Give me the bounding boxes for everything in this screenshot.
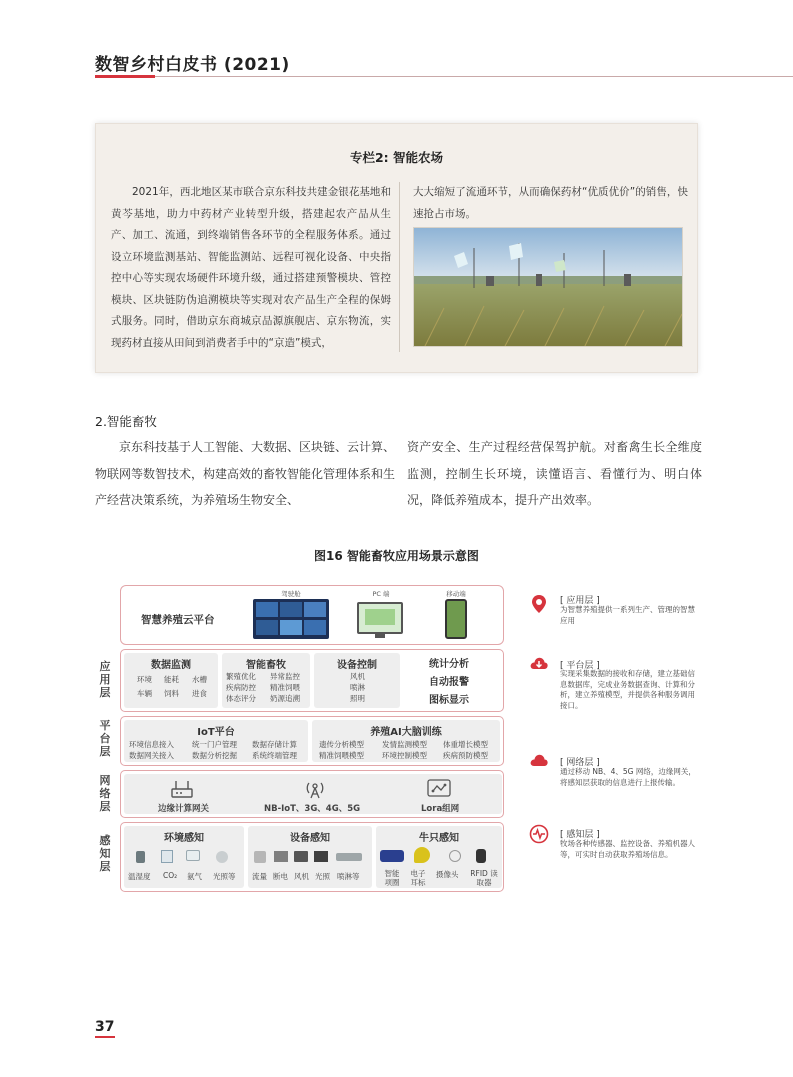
network-item-lora: Lora组网 [421,804,460,814]
network-item-cellular: NB-IoT、3G、4G、5G [264,804,361,814]
panel-title: 养殖AI大脑训练 [370,727,442,738]
panel-ai-brain-training [312,720,500,762]
section-heading: 2.智能畜牧 [95,414,157,429]
panel-title: 设备控制 [337,660,377,671]
co2-sensor-icon [161,850,173,863]
panel-item: 发情监测模型 [382,740,427,749]
temperature-sensor-icon [136,851,145,863]
panel-device-sensing [248,826,372,888]
sensor-label: 温湿度 [128,872,151,881]
case-study-text-right: 大大缩短了流通环节，从而确保药材“优质优价”的销售，快速抢占市场。 [413,186,688,220]
page-number: 37 [95,1019,115,1035]
device-label-mobile: 移动端 [446,590,466,598]
panel-item: 照明 [350,694,365,703]
panel-item: 疾病防控 [226,683,256,692]
section-text-right: 资产安全、生产过程经营保驾护航。对畜禽生长全维度监测，控制生长环境，读懂语言、看懂行为、明白体况，降低养殖成本，提升产出效率。 [407,440,702,507]
panel-item: 喷淋 [350,683,365,692]
document-title: 数智乡村白皮书 (2021) [95,55,290,75]
legend-title-platform: [ 平台层 ] [560,661,600,671]
panel-item: 异常监控 [270,672,300,681]
cloud-icon [529,750,549,770]
panel-item: 环境 [137,675,152,684]
panel-data-monitoring [124,653,218,708]
cattle-device-label: 电子耳标 [410,869,426,887]
location-pin-icon [529,594,549,614]
panel-item: 系统终端管理 [252,751,297,760]
rfid-reader-icon [476,849,486,863]
cattle-device-label: 摄像头 [436,870,459,879]
smart-collar-icon [380,850,404,862]
header-rule-accent [95,75,155,78]
layer-label-perception: 感知层 [99,834,111,873]
device-label: 风机 [294,872,309,881]
panel-iot-platform [124,720,308,762]
network-layer-box [120,770,504,818]
header-rule [95,76,793,77]
panel-item: 体重增长模型 [443,740,488,749]
panel-title: 环境感知 [164,833,204,844]
cockpit-screen-icon [253,599,329,639]
device-label: 断电 [273,872,288,881]
panel-title: 智能畜牧 [246,660,286,671]
panel-item: 进食 [192,689,207,698]
stat-chart-display: 图标显示 [429,695,469,706]
panel-item: 统一门户管理 [192,740,237,749]
application-layer-box [120,649,504,712]
column-divider [399,182,400,352]
panel-item: 风机 [350,672,365,681]
perception-layer-box [120,822,504,892]
panel-item: 饲料 [164,689,179,698]
power-sensor-icon [274,851,288,862]
cattle-device-label: 智能项圈 [384,869,400,887]
panel-item: 环境控制模型 [382,751,427,760]
device-label-pc: PC 端 [372,590,390,598]
legend-desc-perception: 牧场各种传感器、监控设备、养殖机器人等，可实时自动获取养殖场信息。 [560,839,695,859]
device-label-cockpit: 驾驶舱 [281,590,301,598]
light-sensor-icon [216,851,228,863]
panel-item: 繁殖优化 [226,672,256,681]
section-text-left: 京东科技基于人工智能、大数据、区块链、云计算、物联网等数智技术，构建高效的畜牧智能化管理体系和生产经营决策系统，为养殖场生物安全、 [95,440,396,507]
ear-tag-icon [414,847,430,863]
panel-device-control [314,653,400,708]
legend-title-application: [ 应用层 ] [560,596,600,606]
panel-item: 环境信息接入 [129,740,174,749]
layer-label-platform: 平台层 [99,719,111,758]
cloud-platform-label: 智慧养殖云平台 [141,614,215,626]
panel-cattle-sensing [376,826,502,888]
legend-title-network: [ 网络层 ] [560,758,600,768]
panel-item: 精准饲喂 [270,683,300,692]
farm-field-photo [413,227,683,347]
farm-field-illustration [414,228,683,347]
panel-smart-livestock [222,653,310,708]
panel-item: 数据分析挖掘 [192,751,237,760]
panel-environment-sensing [124,826,244,888]
sensor-label: 光照等 [213,872,236,881]
stat-auto-alarm: 自动报警 [429,677,469,688]
case-study-box [95,123,698,373]
layer-label-application: 应用层 [99,660,111,699]
sensor-label: 氨气 [187,872,202,881]
camera-icon [449,850,461,862]
light-icon [314,851,328,862]
panel-title: 设备感知 [290,833,330,844]
antenna-icon [303,777,327,799]
legend-desc-network: 通过移动 NB、4、5G 网络，边缘网关，将感知层获取的信息进行上报传输。 [560,767,696,787]
cloud-download-icon [529,654,549,674]
device-label: 光照 [315,872,330,881]
legend-desc-application: 为智慧养殖提供一系列生产、管理的智慧应用 [560,605,695,625]
panel-item: 能耗 [164,675,179,684]
ammonia-sensor-icon [186,850,200,861]
lora-network-icon [426,778,452,798]
gateway-router-icon [170,779,194,799]
network-item-edge-gateway: 边缘计算网关 [158,804,210,814]
cattle-device-label: RFID 读取器 [470,869,498,887]
pc-monitor-icon [357,602,403,634]
panel-item: 疾病预防模型 [443,751,488,760]
pulse-icon [529,824,549,844]
sprinkler-icon [336,853,362,861]
panel-item: 数据存储计算 [252,740,297,749]
platform-layer-box [120,716,504,766]
panel-item: 体态评分 [226,694,256,703]
stat-analysis: 统计分析 [429,659,469,670]
page-number-underline [95,1036,115,1038]
mobile-phone-icon [445,599,467,639]
panel-item: 水槽 [192,675,207,684]
fan-icon [294,851,308,862]
legend-title-perception: [ 感知层 ] [560,830,600,840]
device-label: 喷淋等 [337,872,360,881]
layer-label-network: 网络层 [99,774,111,813]
panel-title: 数据监测 [151,660,191,671]
figure-title: 图16 智能畜牧应用场景示意图 [314,549,479,563]
legend-desc-platform: 实现采集数据的接收和存储，建立基础信息数据库，完成业务数据查询、计算和分析，建立养殖模型，并提供各种服务调用接口。 [560,669,695,710]
case-study-text-left: 2021年，西北地区某市联合京东科技共建金银花基地和黄芩基地，助力中药材产业转型升级，搭建起农产品从生产、加工、流通，到终端销售各环节的全程服务体系。通过设立环境监测基站、智能监测站、远程可视化设备、中央指控中心等实现农场硬件环境升级，通过搭建预警模块、管控模块、区块链防伪追溯模块等实现对农产品生产全程的保姆式服务。同时，借助京东商城京品源旗舰店、京东物流，实现药材直接从田间到消费者手中的“京造”模式， [111,186,391,349]
sensor-label: CO₂ [163,871,178,880]
panel-item: 数据网关接入 [129,751,174,760]
panel-item: 遗传分析模型 [319,740,364,749]
panel-title: 牛只感知 [419,833,459,844]
device-label: 流量 [252,872,267,881]
panel-item: 精准饲喂模型 [319,751,364,760]
panel-title: IoT平台 [197,727,235,738]
cloud-platform-box [120,585,504,645]
case-study-title: 专栏2: 智能农场 [349,150,444,165]
pc-stand [375,634,385,638]
panel-item: 奶源追溯 [270,694,300,703]
flow-meter-icon [254,851,266,863]
architecture-diagram [95,578,705,898]
panel-item: 车辆 [137,689,152,698]
